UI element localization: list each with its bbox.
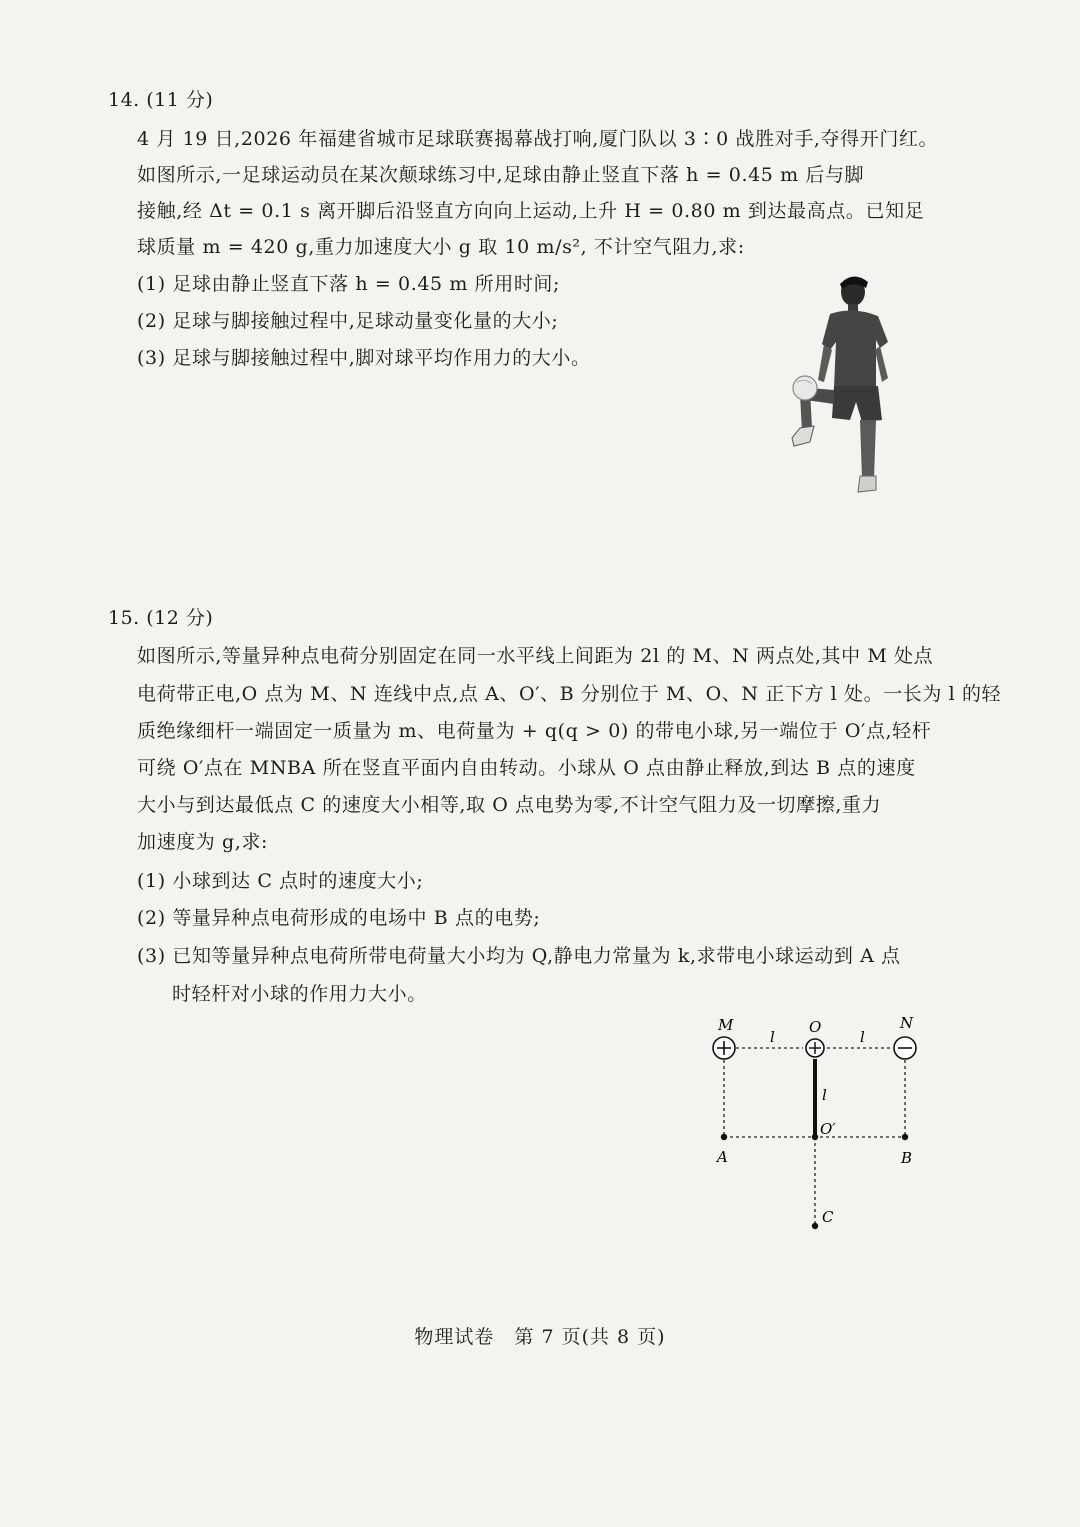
q15-line-1: 如图所示,等量异种点电荷分别固定在同一水平线上间距为 2l 的 M、N 两点处,其中 M 处点	[137, 645, 934, 667]
charge-diagram	[700, 1010, 940, 1240]
q15-line-3: 质绝缘细杆一端固定一质量为 m、电荷量为 + q(q > 0) 的带电小球,另一端位于 O′点,轻杆	[137, 720, 932, 742]
q14-line-2: 如图所示,一足球运动员在某次颠球练习中,足球由静止竖直下落 h = 0.45 m 后与脚	[137, 164, 865, 186]
q14-line-4: 球质量 m = 420 g,重力加速度大小 g 取 10 m/s², 不计空气阻力,求:	[137, 236, 745, 258]
point-A	[721, 1134, 727, 1140]
q15-question-3-cont: 时轻杆对小球的作用力大小。	[172, 983, 427, 1005]
point-C	[812, 1223, 818, 1229]
page-footer: 物理试卷 第 7 页(共 8 页)	[414, 1326, 666, 1348]
q15-question-1: (1) 小球到达 C 点时的速度大小;	[137, 870, 424, 892]
point-B	[902, 1134, 908, 1140]
q15-line-2: 电荷带正电,O 点为 M、N 连线中点,点 A、O′、B 分别位于 M、O、N 正下方 l 处。一长为 l 的轻	[137, 683, 1002, 705]
q14-line-3: 接触,经 Δt = 0.1 s 离开脚后沿竖直方向向上运动,上升 H = 0.80 m 到达最高点。已知足	[137, 200, 925, 222]
q15-line-5: 大小与到达最低点 C 的速度大小相等,取 O 点电势为零,不计空气阻力及一切摩擦,重力	[137, 794, 882, 816]
label-l-MO: l	[770, 1028, 775, 1046]
label-B: B	[901, 1149, 913, 1167]
q14-line-1: 4 月 19 日,2026 年福建省城市足球联赛揭幕战打响,厦门队以 3∶0 战胜对手,夺得开门红。	[137, 128, 939, 150]
label-l-rod: l	[822, 1086, 827, 1104]
q15-line-4: 可绕 O′点在 MNBA 所在竖直平面内自由转动。小球从 O 点由静止释放,到达 B 点的速度	[137, 757, 916, 779]
q14-header: 14. (11 分)	[108, 89, 214, 111]
label-O: O	[809, 1018, 822, 1036]
q15-question-3: (3) 已知等量异种点电荷所带电荷量大小均为 Q,静电力常量为 k,求带电小球运动到 A 点	[137, 945, 901, 967]
label-l-ON: l	[860, 1028, 865, 1046]
point-Oprime	[812, 1134, 818, 1140]
negative-charge-N	[894, 1037, 916, 1059]
label-C: C	[822, 1208, 834, 1226]
label-Oprime: O′	[820, 1120, 836, 1138]
label-M: M	[718, 1016, 734, 1034]
label-A: A	[717, 1148, 728, 1166]
q14-question-3: (3) 足球与脚接触过程中,脚对球平均作用力的大小。	[137, 347, 591, 369]
soccer-player-image	[780, 270, 920, 505]
q14-question-2: (2) 足球与脚接触过程中,足球动量变化量的大小;	[137, 310, 559, 332]
charged-ball-O	[806, 1039, 824, 1057]
q15-question-2: (2) 等量异种点电荷形成的电场中 B 点的电势;	[137, 907, 541, 929]
positive-charge-M	[713, 1037, 735, 1059]
q15-header: 15. (12 分)	[108, 607, 214, 629]
q15-line-6: 加速度为 g,求:	[137, 831, 269, 853]
label-N: N	[900, 1014, 914, 1032]
q14-question-1: (1) 足球由静止竖直下落 h = 0.45 m 所用时间;	[137, 273, 561, 295]
